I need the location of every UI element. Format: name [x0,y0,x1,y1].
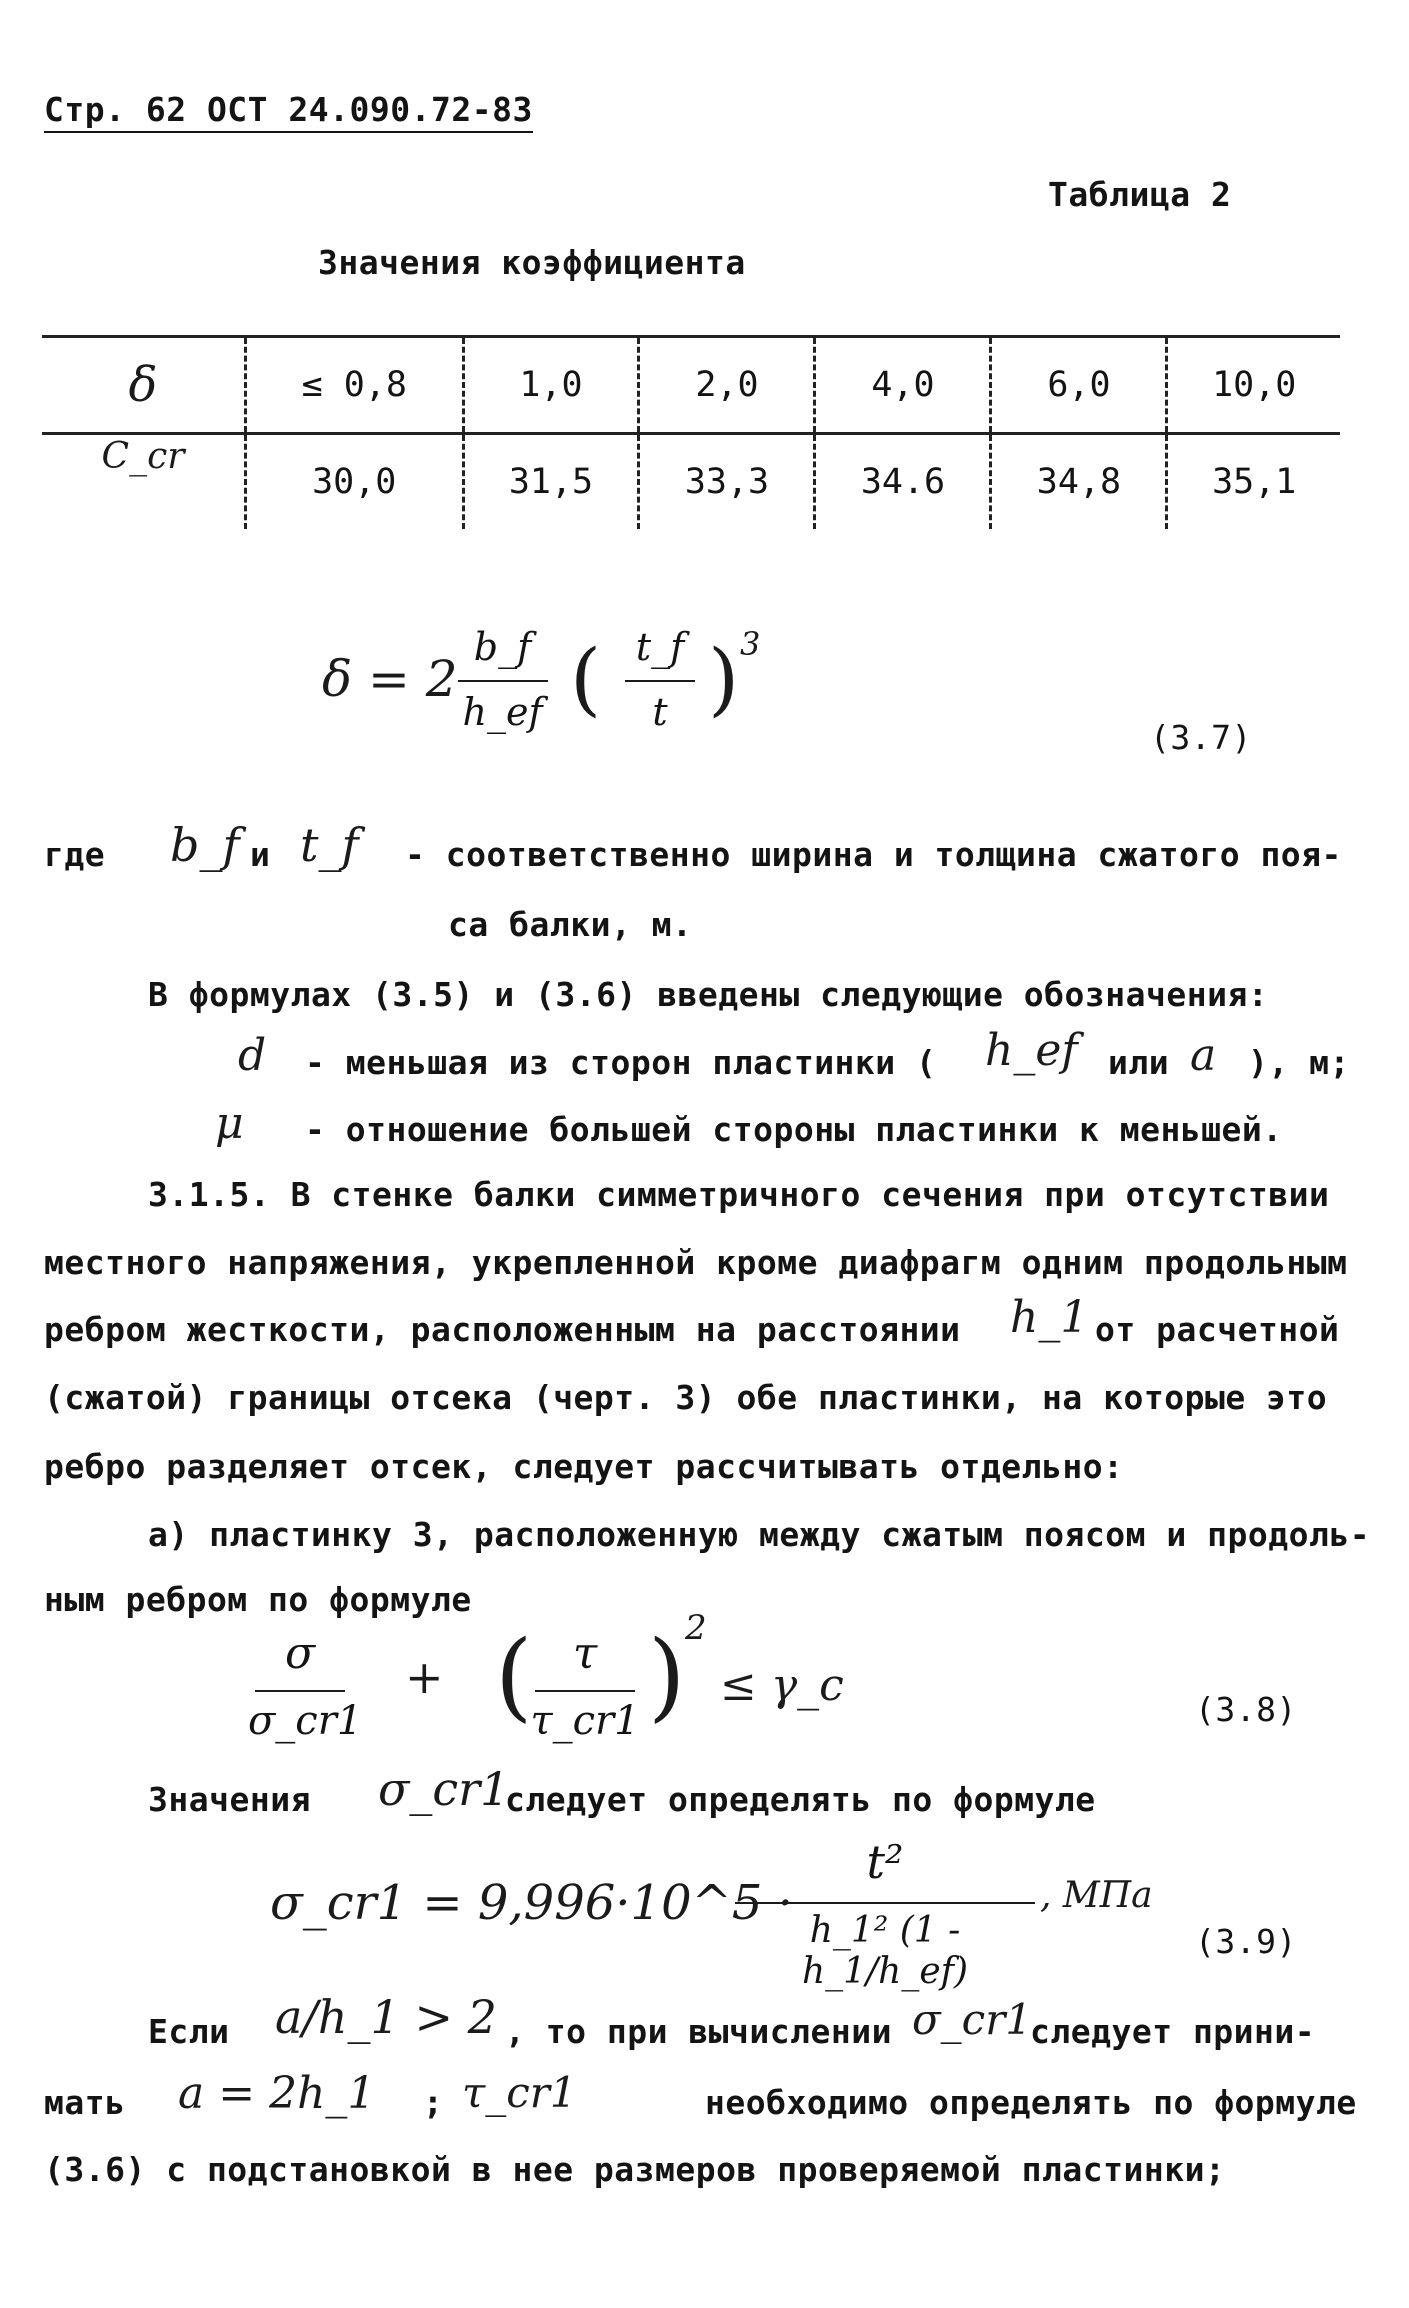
fraction-numerator: t_f [635,625,685,669]
fraction-denominator: τ_cr1 [530,1698,640,1744]
where-text: - соответственно ширина и толщина сжатого поя- [405,835,1342,874]
symbol-tf: t_f [300,818,359,872]
para-315-line1: 3.1.5. В стенке балки симметричного сечения при отсутствии [148,1175,1330,1214]
d-definition: - меньшая из сторон пластинки ( [305,1043,937,1082]
symbol-tau-cr1: τ_cr1 [462,2068,577,2117]
if-text1: , то при вычислении [505,2012,892,2051]
para-315-line4: (сжатой) границы отсека (черт. 3) обе пластинки, на которые это [44,1378,1328,1417]
table-label: Таблица 2 [1048,175,1232,214]
table-cell: 4,0 [815,337,991,434]
fraction-denominator: σ_cr1 [248,1698,363,1744]
fraction-denominator: h_ef [462,690,543,734]
fraction-numerator: τ [572,1628,598,1679]
equation-number: (3.7) [1150,718,1252,757]
table-title: Значения коэффициента [318,243,746,282]
fraction-numerator: t² [866,1835,904,1889]
para-315-line2: местного напряжения, укрепленной кроме диафрагм одним продольным [44,1243,1348,1282]
item-a-line1: а) пластинку 3, расположенную между сжатым поясом и продоль- [148,1515,1371,1554]
formula-rhs: ≤ γ_c [720,1660,844,1711]
symbol-sigma-cr1: σ_cr1 [378,1762,510,1816]
mu-definition: - отношение большей стороны пластинки к меньшей. [305,1110,1283,1149]
table-cell: 6,0 [991,337,1167,434]
plus-sign: + [405,1650,444,1704]
ccr-symbol: C_cr [101,436,185,477]
equation-number: (3.8) [1195,1690,1297,1729]
condition-expression: a/h_1 > 2 [275,1990,497,2044]
if-lead: Если [148,2012,230,2051]
equation-number: (3.9) [1195,1922,1297,1961]
if-line2-lead: мать [44,2083,126,2122]
semicolon: ; [423,2083,444,2122]
table-cell: 35,1 [1167,434,1340,530]
item-a-line2: ным ребром по формуле [44,1580,472,1619]
fraction-denominator: h_1² (1 - h_1/h_ef) [801,1910,969,1992]
para-315-line3: ребром жесткости, расположенным на расстоянии [44,1310,961,1349]
where-label: где [44,835,106,874]
formulas-intro: В формулах (3.5) и (3.6) введены следующие обозначения: [148,975,1269,1014]
symbol-hef: h_ef [985,1025,1078,1076]
if-text3: необходимо определять по формуле [705,2083,1357,2122]
d-definition-end: ), м; [1248,1043,1350,1082]
if-line3: (3.6) с подстановкой в нее размеров проверяемой пластинки; [44,2150,1226,2189]
table-cell: 34,8 [991,434,1167,530]
coefficient-table [42,335,1340,529]
formula-lhs: δ = 2 [322,650,458,708]
fraction-numerator: σ [284,1628,316,1679]
formula-unit: , МПа [1040,1875,1153,1916]
page-reference: Стр. 62 ОСТ 24.090.72-83 [44,90,533,133]
formula-lhs: σ_cr1 = 9,996·10^5 · [270,1875,793,1931]
fraction-denominator: t [652,690,668,734]
or-word: или [1108,1043,1170,1082]
symbol-bf: b_f [170,818,240,872]
exponent: 3 [740,625,761,663]
table-row [42,434,1340,530]
if-text2: следует прини- [1030,2012,1316,2051]
and-word: и [250,835,271,874]
table-row [42,337,1340,434]
table-cell: 34.6 [815,434,991,530]
symbol-h1: h_1 [1010,1292,1089,1343]
values-text: следует определять по формуле [505,1780,1096,1819]
symbol-a: a [1190,1030,1217,1081]
table-cell: 30,0 [246,434,464,530]
table-cell: 33,3 [639,434,815,530]
values-lead: Значения [148,1780,311,1819]
table-cell: 1,0 [463,337,639,434]
left-paren: ( [570,632,602,725]
para-315-line5: ребро разделяет отсек, следует рассчитывать отдельно: [44,1447,1124,1486]
exponent: 2 [685,1608,707,1648]
right-paren: ) [708,632,740,725]
fraction-numerator: b_f [473,625,532,669]
table-cell: 31,5 [463,434,639,530]
table-cell: 10,0 [1167,337,1340,434]
delta-symbol: δ [42,337,246,434]
expression-a: a = 2h_1 [178,2068,376,2119]
table-cell: ≤ 0,8 [246,337,464,434]
symbol-sigma-cr1: σ_cr1 [912,1995,1032,2044]
where-text-cont: са балки, м. [448,905,693,944]
symbol-d: d [238,1030,267,1081]
right-paren: ) [648,1620,686,1732]
table-cell: 2,0 [639,337,815,434]
left-paren: ( [495,1620,533,1732]
para-315-line3-end: от расчетной [1095,1310,1340,1349]
symbol-mu: μ [215,1098,244,1149]
